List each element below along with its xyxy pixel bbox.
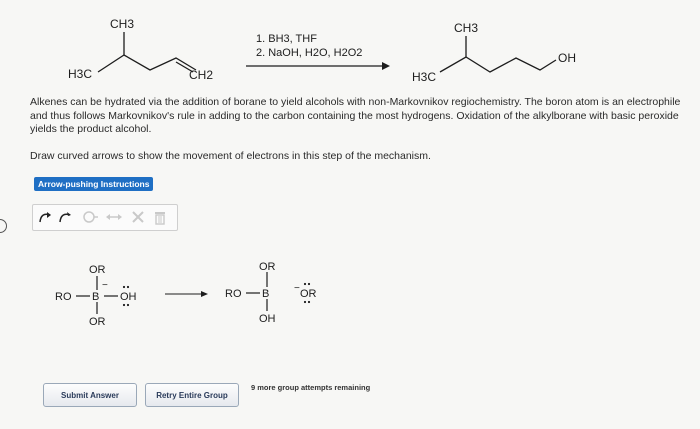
reactant-ch3-label: CH3	[110, 17, 135, 31]
left-charge: −	[102, 280, 108, 291]
submit-answer-button[interactable]: Submit Answer	[43, 383, 137, 407]
resonance-arrow-icon[interactable]	[105, 208, 123, 226]
left-ro: RO	[55, 291, 72, 303]
left-bottom-or: OR	[89, 316, 106, 328]
mechanism-right-structure[interactable]	[225, 261, 317, 325]
product-ch3-label: CH3	[454, 21, 479, 35]
arrow-pushing-instructions-link[interactable]: Arrow-pushing Instructions	[34, 177, 153, 191]
mechanism-left-structure[interactable]	[55, 264, 137, 328]
conditions-step1: 1. BH3, THF	[256, 33, 317, 45]
product-oh-label: OH	[558, 51, 576, 65]
reactant-ch2-label: CH2	[189, 68, 214, 82]
curved-arrow-icon[interactable]	[37, 208, 55, 226]
reactant-h3c-label: H3C	[68, 67, 93, 81]
left-oh: OH	[120, 291, 137, 303]
retry-entire-group-button[interactable]: Retry Entire Group	[145, 383, 239, 407]
alkoxide-or: OR	[300, 288, 317, 300]
right-bottom-oh: OH	[259, 313, 276, 325]
right-top-or: OR	[259, 261, 276, 273]
conditions-step2: 2. NaOH, H2O, H2O2	[256, 47, 363, 59]
reactant-structure	[68, 17, 213, 82]
attempts-remaining-text: 9 more group attempts remaining	[251, 383, 371, 392]
half-arrow-icon[interactable]	[57, 208, 75, 226]
reaction-arrow	[246, 33, 390, 70]
drawing-toolbar	[32, 204, 178, 231]
mechanism-arrow	[165, 291, 208, 297]
question-prompt: Draw curved arrows to show the movement of electrons in this step of the mechanism.	[30, 150, 431, 162]
right-boron: B	[262, 288, 270, 300]
question-description: Alkenes can be hydrated via the addition of borane to yield alcohols with non-Markovnikov regiochemistry. The boron atom is an electrophile and thus follows Markovnikov's rule in adding to the carbon containing the most hydrogens. Oxidation of the alkylborane with basic peroxide yields the product alcohol.	[30, 96, 681, 135]
product-structure	[412, 21, 576, 84]
delete-icon[interactable]	[129, 208, 147, 226]
trash-icon[interactable]	[151, 208, 169, 226]
left-top-or: OR	[89, 264, 106, 276]
alkoxide-charge: −	[294, 283, 300, 294]
bond-icon[interactable]	[81, 208, 99, 226]
right-ro: RO	[225, 288, 242, 300]
left-boron: B	[92, 291, 100, 303]
product-h3c-label: H3C	[412, 70, 437, 84]
